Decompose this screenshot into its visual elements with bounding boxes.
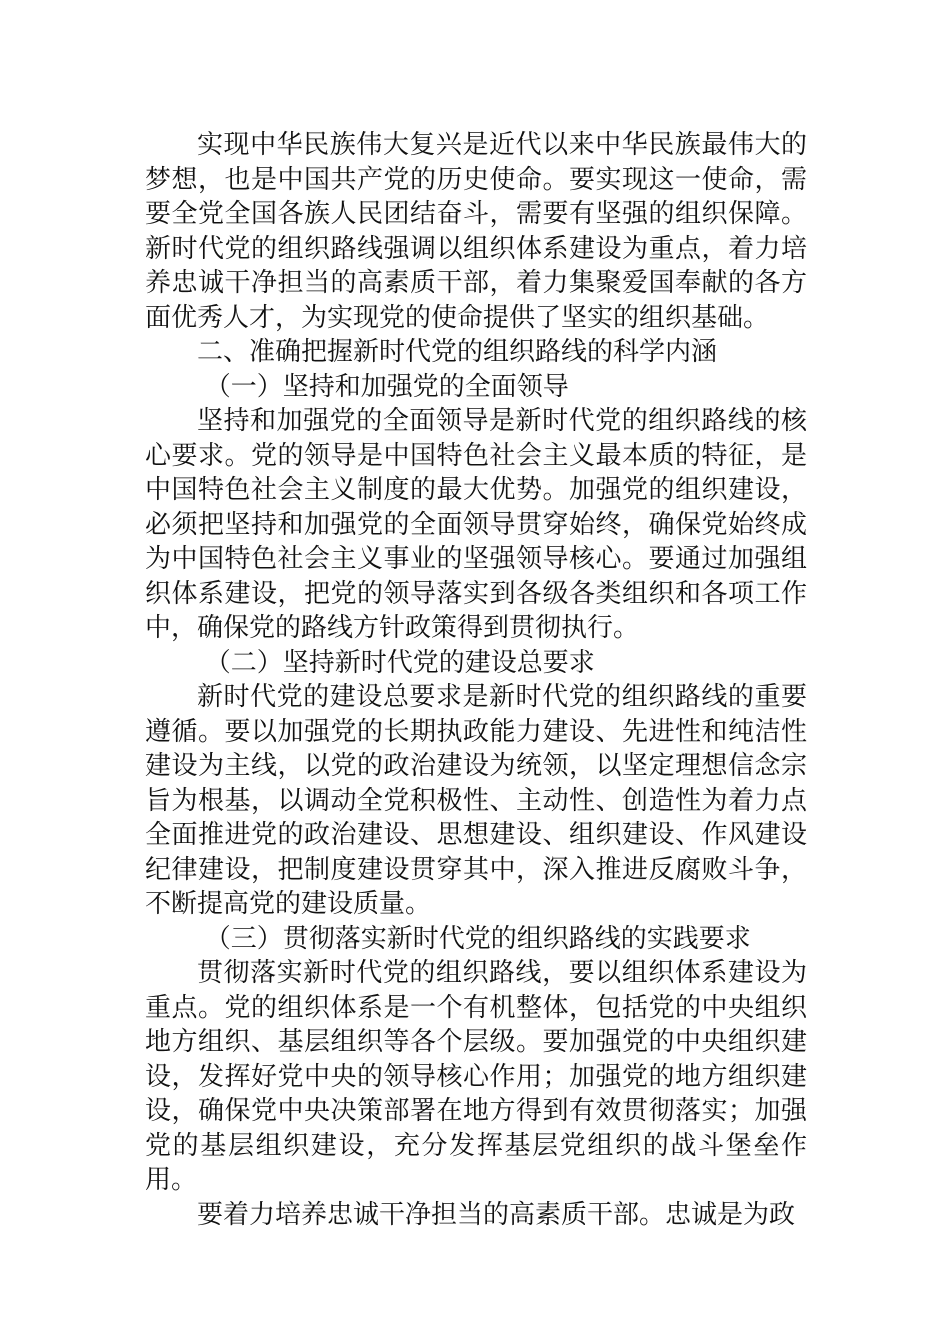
paragraph-intro: 实现中华民族伟大复兴是近代以来中华民族最伟大的梦想，也是中国共产党的历史使命。要实现这一使命，需要全党全国各族人民团结奋斗，需要有坚强的组织保障。新时代党的组织路线强调以组织体系建设为重点，着力培养忠诚干净担当的高素质干部，着力集聚爱国奉献的各方面优秀人才，为实现党的使命提供了坚实的组织基础。 [145, 130, 807, 333]
subsection-heading-1: （一）坚持和加强党的全面领导 [204, 371, 569, 402]
paragraph-cadres: 要着力培养忠诚干净担当的高素质干部。忠诚是为政 [197, 1199, 796, 1230]
paragraph-general-requirements: 新时代党的建设总要求是新时代党的组织路线的重要遵循。要以加强党的长期执政能力建设、先进性和纯洁性建设为主线，以党的政治建设为统领，以坚定理想信念宗旨为根基，以调动全党积极性、主动性、创造性为着力点全面推进党的政治建设、思想建设、组织建设、作风建设纪律建设，把制度建设贯穿其中，深入推进反腐败斗争，不断提高党的建设质量。 [145, 682, 807, 919]
subsection-heading-3: （三）贯彻落实新时代党的组织路线的实践要求 [204, 923, 751, 954]
paragraph-organization-system: 贯彻落实新时代党的组织路线，要以组织体系建设为重点。党的组织体系是一个有机整体，包括党的中央组织地方组织、基层组织等各个层级。要加强党的中央组织建设，发挥好党中央的领导核心作用；加强党的地方组织建设，确保党中央决策部署在地方得到有效贯彻落实；加强党的基层组织建设，充分发挥基层党组织的战斗堡垒作用。 [145, 958, 807, 1195]
subsection-heading-2: （二）坚持新时代党的建设总要求 [204, 647, 595, 678]
section-heading-2: 二、准确把握新时代党的组织路线的科学内涵 [197, 337, 718, 367]
document-page [145, 128, 807, 1232]
paragraph-leadership: 坚持和加强党的全面领导是新时代党的组织路线的核心要求。党的领导是中国特色社会主义最本质的特征，是中国特色社会主义制度的最大优势。加强党的组织建设，必须把坚持和加强党的全面领导贯穿始终，确保党始终成为中国特色社会主义事业的坚强领导核心。要通过加强组织体系建设，把党的领导落实到各级各类组织和各项工作中，确保党的路线方针政策得到贯彻执行。 [145, 406, 807, 643]
